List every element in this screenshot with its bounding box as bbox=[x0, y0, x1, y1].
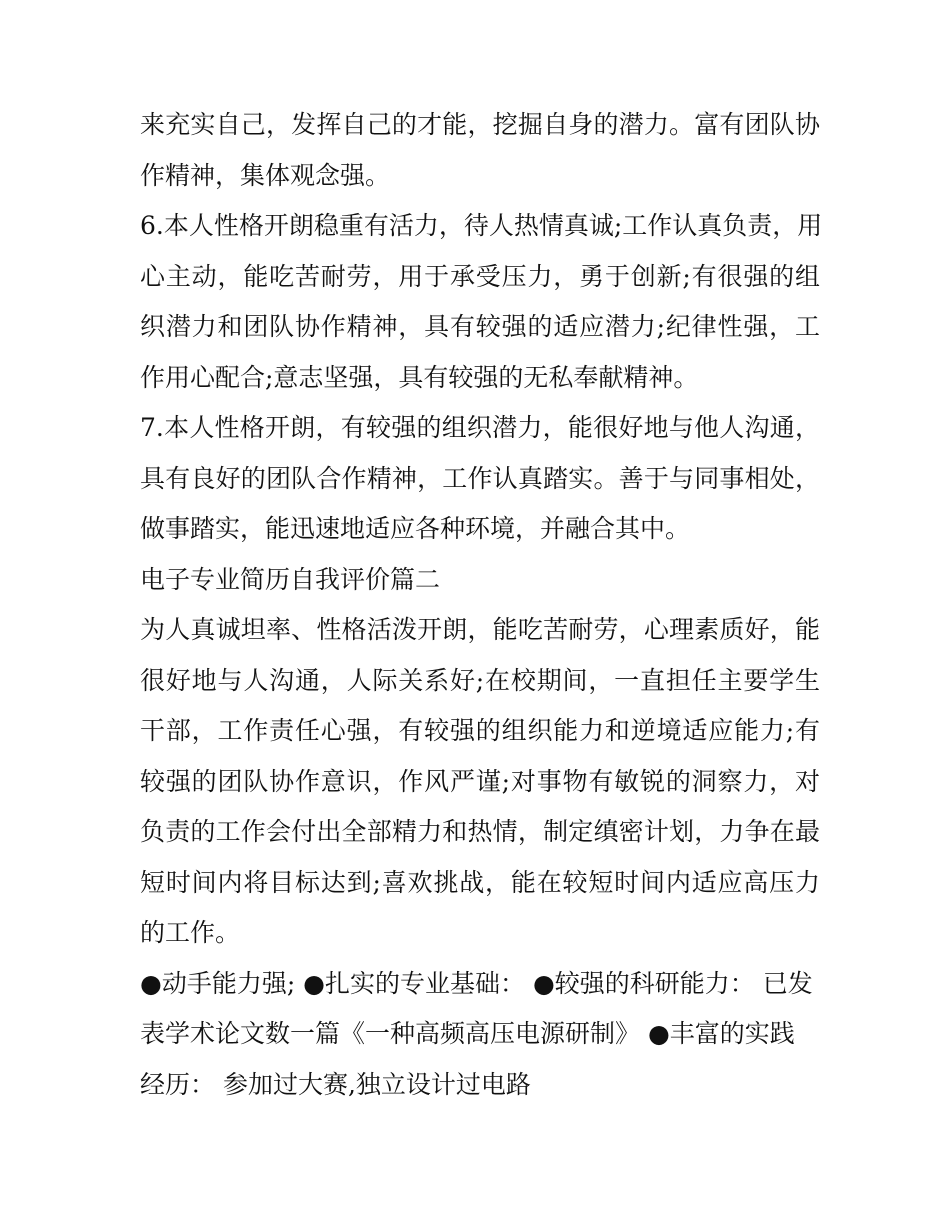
paragraph-line: 经历： 参加过大赛,独立设计过电路 bbox=[140, 1069, 531, 1099]
paragraph-line: 织潜力和团队协作精神，具有较强的适应潜力;纪律性强，工 bbox=[140, 312, 820, 341]
paragraph-line: 具有良好的团队合作精神，工作认真踏实。善于与同事相处， bbox=[140, 463, 820, 493]
paragraph-line: ●动手能力强; ●扎实的专业基础： ●较强的科研能力： 已发 bbox=[140, 968, 813, 998]
paragraph-line: 短时间内将目标达到;喜欢挑战，能在较短时间内适应高压力 bbox=[140, 867, 820, 897]
paragraph-line: 作精神，集体观念强。 bbox=[140, 160, 391, 190]
paragraph-line: 的工作。 bbox=[140, 918, 241, 947]
paragraph-line: 为人真诚坦率、性格活泼开朗，能吃苦耐劳，心理素质好，能 bbox=[140, 615, 820, 644]
paragraph-line: 负责的工作会付出全部精力和热情，制定缜密计划，力争在最 bbox=[140, 817, 820, 846]
paragraph-line: 7.本人性格开朗，有较强的组织潜力，能很好地与他人沟通， bbox=[140, 413, 820, 442]
paragraph-line: 6.本人性格开朗稳重有活力，待人热情真诚;工作认真负责，用 bbox=[140, 211, 823, 240]
section-heading: 电子专业简历自我评价篇二 bbox=[140, 564, 441, 594]
paragraph-line: 做事踏实，能迅速地适应各种环境，并融合其中。 bbox=[140, 514, 691, 543]
paragraph-line: 较强的团队协作意识，作风严谨;对事物有敏锐的洞察力，对 bbox=[140, 766, 820, 796]
paragraph-line: 作用心配合;意志坚强，具有较强的无私奉献精神。 bbox=[140, 362, 699, 392]
paragraph-line: 干部，工作责任心强，有较强的组织能力和逆境适应能力;有 bbox=[140, 716, 820, 745]
paragraph-line: 心主动，能吃苦耐劳，用于承受压力，勇于创新;有很强的组 bbox=[140, 261, 820, 291]
paragraph-line: 很好地与人沟通，人际关系好;在校期间，一直担任主要学生 bbox=[140, 665, 820, 695]
paragraph-line: 来充实自己，发挥自己的才能，挖掘自身的潜力。富有团队协 bbox=[140, 110, 820, 139]
paragraph-line: 表学术论文数一篇《一种高频高压电源研制》 ●丰富的实践 bbox=[140, 1019, 795, 1048]
document-page bbox=[140, 100, 823, 1110]
